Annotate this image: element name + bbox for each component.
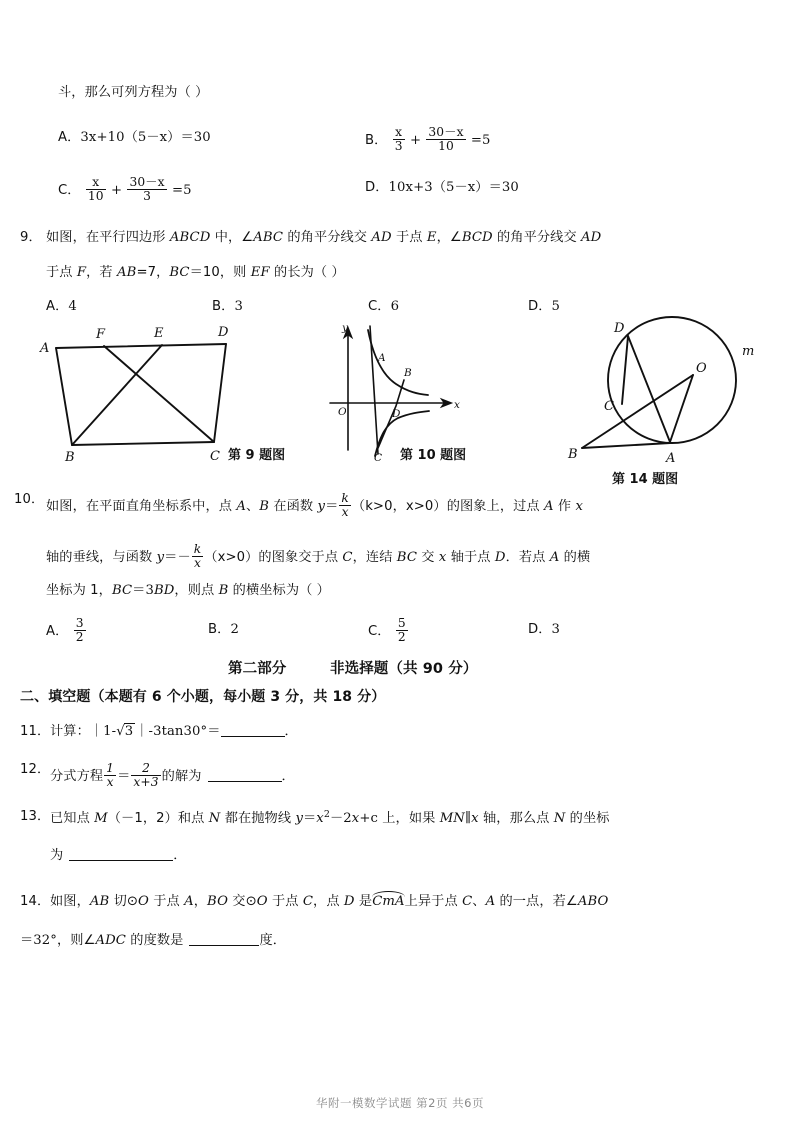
q10-frac-kx-1 xyxy=(339,492,351,519)
text: 如图，在平面直角坐标系中，点 xyxy=(46,499,237,514)
figure-q14-caption: 第 14 题图 xyxy=(612,472,679,487)
text: ． xyxy=(281,769,295,784)
text: 轴，那么点 xyxy=(478,811,554,827)
var: N xyxy=(208,811,221,827)
numerator: 3 xyxy=(75,616,84,630)
figure-q9-parallelogram xyxy=(30,325,240,465)
q12-frac-right xyxy=(131,762,160,789)
expr: ＝ xyxy=(207,724,221,739)
numerator: k xyxy=(193,542,202,556)
label: A． xyxy=(46,299,69,314)
q8-option-b xyxy=(365,126,491,153)
text: ，若 xyxy=(86,265,118,280)
var: A xyxy=(236,499,246,514)
figure-q14-label-A: A xyxy=(666,451,676,466)
denominator: 3 xyxy=(127,189,166,203)
figure-q9-label-F: F xyxy=(96,327,106,342)
figure-q14-circle xyxy=(566,310,786,470)
var: A xyxy=(544,499,554,514)
arc-cma-notation: CmA xyxy=(372,894,405,909)
text: 交⊙ xyxy=(228,894,257,909)
expr: ｜-3tan30 xyxy=(135,724,201,739)
q8-option-c-frac2 xyxy=(127,176,166,203)
q12-answer-blank[interactable] xyxy=(208,781,282,782)
numerator: k xyxy=(341,491,349,505)
text: －2 xyxy=(330,811,352,827)
figure-q9-label-C: C xyxy=(210,449,220,464)
text: 、 xyxy=(245,499,260,514)
text: +c 上，如果 xyxy=(359,811,440,827)
q8-option-a-label: A． xyxy=(58,130,81,145)
q13-line2 xyxy=(50,848,187,865)
text: 轴于点 xyxy=(446,550,495,565)
text: ，点 xyxy=(313,894,344,909)
q8-option-c-frac1 xyxy=(86,176,106,203)
var: C xyxy=(302,894,314,909)
q8-stem: 斗，那么可列方程为（ ） xyxy=(58,85,209,100)
var: y xyxy=(317,499,326,514)
q10-line1 xyxy=(46,492,583,519)
q10-option-a xyxy=(46,617,87,644)
text: ＝32 xyxy=(20,933,51,948)
denominator: 10 xyxy=(426,139,465,153)
q10-option-d xyxy=(528,622,560,639)
var: BC xyxy=(396,550,418,565)
figure-q10-axis-x: x xyxy=(454,399,460,411)
figure-q14-label-B: B xyxy=(568,447,578,462)
var: A xyxy=(549,550,560,565)
var: AB xyxy=(89,894,110,909)
figure-q10-hyperbola xyxy=(328,318,468,463)
text: 的角平分线交 xyxy=(283,230,372,245)
text: 的坐标 xyxy=(565,811,610,827)
part2-heading-right: 非选择题（共 90 分） xyxy=(330,661,478,677)
label: A． xyxy=(46,624,69,639)
var: x xyxy=(316,811,324,827)
figure-q10-label-B: B xyxy=(404,367,412,379)
value: 6 xyxy=(390,299,400,314)
var: BCD xyxy=(461,230,493,245)
var: A xyxy=(184,894,194,909)
q8-option-d xyxy=(365,180,519,197)
var: AD xyxy=(581,230,602,245)
q14-number: 14． xyxy=(20,894,51,909)
q9-number: 9． xyxy=(20,230,42,245)
text: 的角平分线交 xyxy=(492,230,582,245)
var: BC xyxy=(111,583,133,598)
q8-option-b-frac2 xyxy=(426,126,465,153)
figure-q10-label-D: D xyxy=(392,408,401,420)
label: B． xyxy=(212,299,235,314)
q8-option-a xyxy=(58,130,211,147)
figure-q9-label-E: E xyxy=(154,326,164,341)
q8-option-b-frac1 xyxy=(393,126,405,153)
q8-option-a-text: 3x+10（5－x）＝30 xyxy=(80,130,211,145)
numerator: x xyxy=(92,175,100,189)
denominator: 2 xyxy=(75,629,84,644)
var: D xyxy=(494,550,506,565)
degree-symbol: ° xyxy=(50,933,57,948)
q10-line2 xyxy=(46,543,590,570)
value: 3 xyxy=(234,299,243,314)
text: ，则∠ xyxy=(56,933,96,948)
var: M xyxy=(94,811,108,827)
denominator: x+3 xyxy=(133,774,159,789)
text: 上异于点 xyxy=(404,894,463,909)
text: ． xyxy=(284,724,298,739)
figure-q9-caption: 第 9 题图 xyxy=(228,448,286,463)
text: 的长为（ ） xyxy=(269,265,345,280)
text: 作 xyxy=(553,499,576,514)
q10-line3 xyxy=(46,583,330,600)
text: ∥ xyxy=(464,811,472,827)
numerator: 1 xyxy=(106,761,115,775)
text: 坐标为 1， xyxy=(46,583,112,598)
text: 计算： xyxy=(50,724,90,739)
q10-option-c xyxy=(368,617,409,644)
figure-q14-label-D: D xyxy=(614,321,625,336)
text: 于点 xyxy=(46,265,77,280)
text: 的横 xyxy=(559,550,591,565)
value: 4 xyxy=(68,299,77,314)
text: 度． xyxy=(259,933,287,948)
text: ＝10，则 xyxy=(189,265,251,280)
text: 中，∠ xyxy=(210,230,254,245)
text: 于点 xyxy=(267,894,303,909)
figure-q14-label-m: m xyxy=(742,344,755,359)
text: 的解为 xyxy=(161,769,202,784)
q14-line1 xyxy=(50,894,608,911)
text: （k>0，x>0）的图象上，过点 xyxy=(351,499,544,514)
text: ， xyxy=(193,894,208,909)
text: （x>0）的图象交于点 xyxy=(204,550,343,565)
figure-q14-label-O: O xyxy=(696,361,707,376)
figure-q10-axis-y: y xyxy=(342,322,348,334)
figure-q10-caption: 第 10 题图 xyxy=(400,448,467,463)
numerator: 2 xyxy=(142,761,150,775)
radicand: 3 xyxy=(124,724,134,739)
figure-q10-label-A: A xyxy=(378,352,386,364)
text: 分式方程 xyxy=(50,769,104,784)
label: B． xyxy=(208,622,231,637)
q12-body xyxy=(50,762,295,789)
text: 如图， xyxy=(50,894,90,909)
var: ABCD xyxy=(169,230,211,245)
var: MN xyxy=(439,811,465,827)
var: x xyxy=(438,550,447,565)
label: D． xyxy=(528,622,552,637)
var: y xyxy=(295,811,303,827)
text: 的横坐标为（ ） xyxy=(228,583,330,598)
text: 为 xyxy=(50,848,64,863)
q8-option-d-label: D． xyxy=(365,180,389,195)
var: C xyxy=(462,894,473,909)
var: E xyxy=(426,230,437,245)
figure-q9-label-D: D xyxy=(218,325,229,340)
figure-q10-label-C: C xyxy=(374,452,383,464)
var: A xyxy=(485,894,496,909)
figure-q14-label-C: C xyxy=(604,399,614,414)
q10-option-c-frac xyxy=(396,617,408,644)
q8-option-c xyxy=(58,176,192,203)
text: 都在抛物线 xyxy=(220,811,296,827)
text: 是 xyxy=(354,894,373,909)
text: ＝ xyxy=(303,811,317,827)
var: x xyxy=(575,499,584,514)
text: 的度数是 xyxy=(125,933,184,948)
var: F xyxy=(76,265,87,280)
var: AB xyxy=(117,265,137,280)
q9-line2 xyxy=(46,265,345,282)
text: ． xyxy=(173,848,187,863)
q11-answer-blank[interactable] xyxy=(221,736,285,737)
part2-heading-left: 第二部分 xyxy=(228,661,287,677)
var: B xyxy=(218,583,229,598)
q14-answer-blank[interactable] xyxy=(189,945,259,946)
q10-option-b xyxy=(208,622,239,639)
q14-line2 xyxy=(20,933,286,950)
label: C． xyxy=(368,624,391,639)
numerator: 5 xyxy=(397,616,406,630)
var: ADC xyxy=(95,933,126,948)
q8-option-c-plus: + xyxy=(111,183,123,198)
q10-frac-kx-2 xyxy=(192,543,204,570)
text: 于点 xyxy=(148,894,185,909)
q9-option-c xyxy=(368,299,399,316)
value: 5 xyxy=(551,299,561,314)
var: EF xyxy=(250,265,270,280)
figure-q9-label-B: B xyxy=(65,450,75,465)
text: ，连结 xyxy=(352,550,397,565)
equals: ＝ xyxy=(117,769,131,784)
var: x xyxy=(471,811,479,827)
text: 如图，在平行四边形 xyxy=(46,230,170,245)
q12-number: 12． xyxy=(20,762,51,777)
q8-option-b-eq: =5 xyxy=(470,133,491,148)
var: BD xyxy=(153,583,175,598)
value: 2 xyxy=(230,622,239,637)
text: 已知点 xyxy=(50,811,95,827)
denominator: 10 xyxy=(87,188,104,203)
part2-section-title: 二、填空题（本题有 6 个小题，每小题 3 分，共 18 分） xyxy=(20,689,386,705)
q8-option-b-label: B． xyxy=(365,133,388,148)
q11-number: 11． xyxy=(20,724,51,739)
q13-answer-blank[interactable] xyxy=(69,860,173,861)
q13-number: 13． xyxy=(20,809,51,824)
var: O xyxy=(138,894,149,909)
var: D xyxy=(343,894,355,909)
text: 轴的垂线，与函数 xyxy=(46,550,157,565)
text: （－1，2）和点 xyxy=(107,811,209,827)
denominator: x xyxy=(192,556,204,570)
q9-option-d xyxy=(528,299,560,316)
text: 切⊙ xyxy=(109,894,139,909)
numerator: 30－x xyxy=(129,175,165,189)
denominator: x xyxy=(104,775,116,789)
label: C． xyxy=(368,299,391,314)
text: ＝ xyxy=(325,499,339,514)
var: y xyxy=(156,550,165,565)
page-footer: 华附一模数学试题 第2页 共6页 xyxy=(316,1096,484,1110)
q10-option-a-frac xyxy=(74,617,86,644)
text: 交 xyxy=(417,550,439,565)
var: ABC xyxy=(253,230,284,245)
q9-option-a xyxy=(46,299,77,316)
var: x xyxy=(351,811,360,827)
q10-number: 10． xyxy=(14,492,45,507)
text: ＝3 xyxy=(132,583,154,598)
text: 、 xyxy=(472,894,486,909)
numerator: 30－x xyxy=(428,125,464,139)
q8-option-b-plus: + xyxy=(409,133,422,148)
q8-option-c-eq: =5 xyxy=(171,183,192,198)
text: ．若点 xyxy=(505,550,550,565)
var: ABO xyxy=(577,894,609,909)
var: C xyxy=(342,550,353,565)
expr: ｜1- xyxy=(89,724,117,739)
figure-q10-origin: O xyxy=(338,406,347,418)
var: AD xyxy=(371,230,392,245)
numerator: x xyxy=(395,125,403,139)
denominator: x xyxy=(339,505,351,519)
text: ，∠ xyxy=(436,230,462,245)
text: 于点 xyxy=(391,230,427,245)
q8-option-c-label: C． xyxy=(58,183,81,198)
text: =7， xyxy=(136,265,170,280)
q11-body xyxy=(50,724,298,741)
q9-line1 xyxy=(46,230,601,247)
label: D． xyxy=(528,299,552,314)
var: BC xyxy=(169,265,190,280)
denominator: 3 xyxy=(394,138,403,153)
degree-symbol: ° xyxy=(200,724,208,739)
exponent: 2 xyxy=(323,809,330,820)
var: B xyxy=(259,499,270,514)
q8-option-d-text: 10x+3（5－x）＝30 xyxy=(388,180,519,195)
text: ＝－ xyxy=(164,550,191,565)
text: 在函数 xyxy=(269,499,318,514)
q13-line1 xyxy=(50,809,610,828)
var: N xyxy=(553,811,566,827)
q9-option-b xyxy=(212,299,243,316)
text: ，则点 xyxy=(174,583,219,598)
value: 3 xyxy=(551,622,561,637)
figure-q9-label-A: A xyxy=(40,341,50,356)
text: 的一点，若∠ xyxy=(495,894,578,909)
q12-frac-left xyxy=(104,762,116,789)
var: BO xyxy=(207,894,228,909)
sqrt-icon: √ xyxy=(116,724,125,739)
denominator: 2 xyxy=(397,629,406,644)
var: O xyxy=(256,894,268,909)
